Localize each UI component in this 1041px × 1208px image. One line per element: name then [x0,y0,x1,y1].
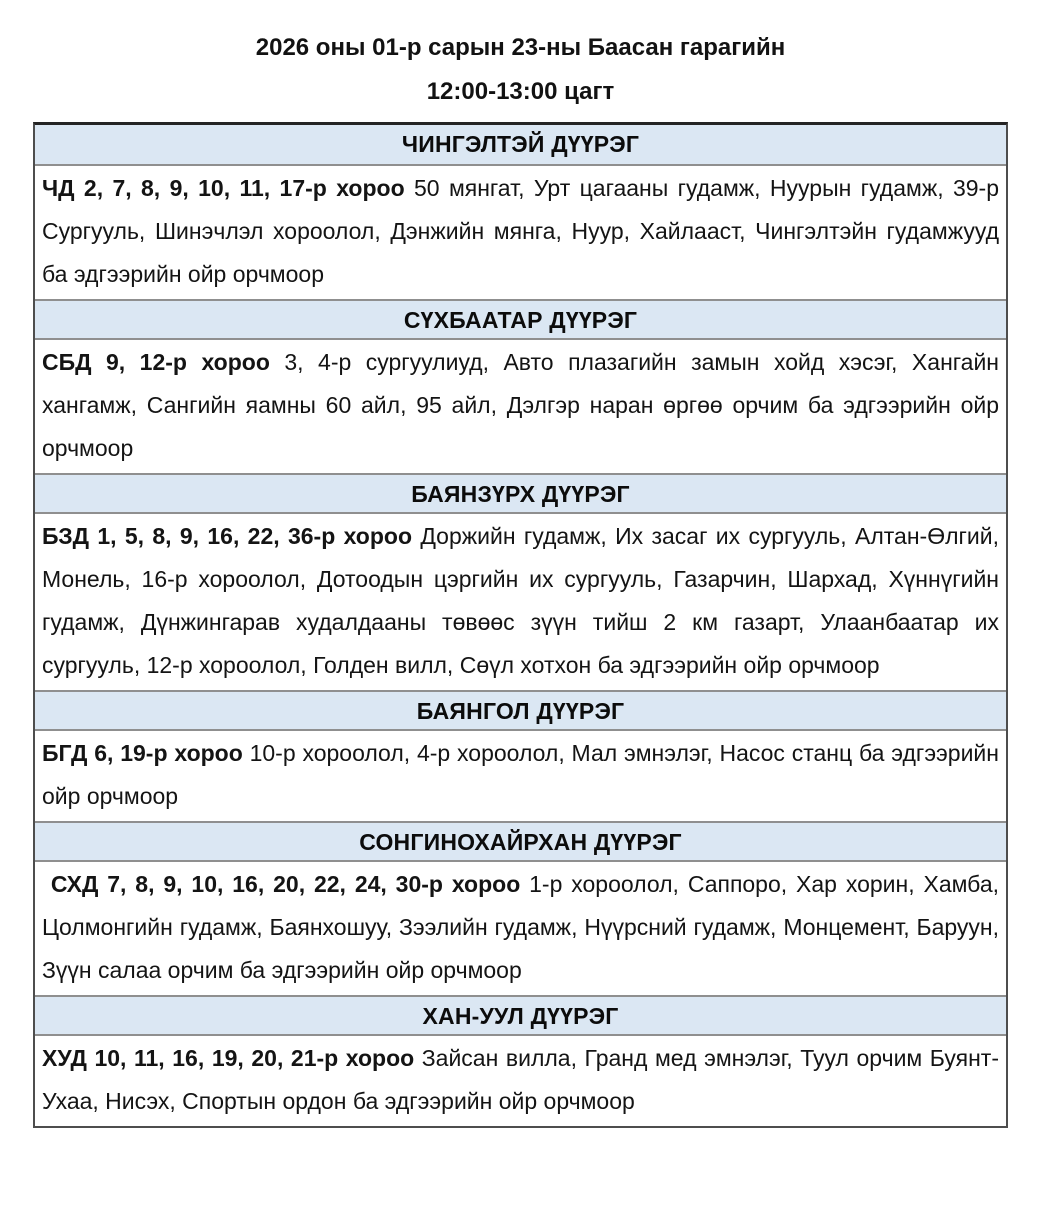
district-header: БАЯНГОЛ ДҮҮРЭГ [35,690,1006,731]
district-header: БАЯНЗҮРХ ДҮҮРЭГ [35,473,1006,514]
district-section [35,995,1006,1126]
district-section [35,125,1006,299]
title-time: 12:00-13:00 цагт [426,78,615,105]
area-list: 10-р хороолол, 4-р хороолол, Мал эмнэлэг, Насос станц ба эдгээрийн ойр орчмоор [42,740,999,809]
area-list: Доржийн гудамж, Их засаг их сургууль, Алтан-Өлгий, Монель, 16-р хороолол, Дотоодын цэргийн их сургууль, Газарчин, Шархад, Хүннүгийн гудамж, Дүнжингарав худалдааны төвөөс зүүн тийш 2 км газарт, Улаанбаатар их сургууль, 12-р хороолол, Голден вилл, Сөүл хотхон ба эдгээрийн ойр орчмоор [42,523,999,678]
khoroo-list: СХД 7, 8, 9, 10, 16, 20, 22, 24, 30-р хороо [42,871,521,897]
district-header: ХАН-УУЛ ДҮҮРЭГ [35,995,1006,1036]
area-list: 3, 4-р сургуулиуд, Авто плазагийн замын хойд хэсэг, Хангайн хангамж, Сангийн яамны 60 айл, 95 айл, Дэлгэр наран өргөө орчим ба эдгээрийн ойр орчмоор [42,349,999,461]
district-header: СҮХБААТАР ДҮҮРЭГ [35,299,1006,340]
khoroo-list: ЧД 2, 7, 8, 9, 10, 11, 17-р хороо [42,175,405,201]
district-body [35,862,1006,995]
district-header: СОНГИНОХАЙРХАН ДҮҮРЭГ [35,821,1006,862]
outage-table [33,122,1008,1128]
district-body [35,1036,1006,1126]
khoroo-list: БГД 6, 19-р хороо [42,740,243,766]
khoroo-list: СБД 9, 12-р хороо [42,349,270,375]
district-section [35,690,1006,821]
district-section [35,299,1006,473]
district-body [35,731,1006,821]
khoroo-list: ХУД 10, 11, 16, 19, 20, 21-р хороо [42,1045,415,1071]
title-date: 2026 оны 01-р сарын 23-ны Баасан гарагийн [255,34,786,61]
area-list: Зайсан вилла, Гранд мед эмнэлэг, Туул орчим Буянт-Ухаа, Нисэх, Спортын ордон ба эдгээрийн ойр орчмоор [42,1045,999,1114]
area-list: 50 мянгат, Урт цагааны гудамж, Нуурын гудамж, 39-р Сургууль, Шинэчлэл хороолол, Дэнжийн мянга, Нуур, Хайлааст, Чингэлтэйн гудамжууд ба эдгээрийн ойр орчмоор [42,175,1000,287]
district-body [35,166,1006,299]
district-section [35,473,1006,690]
district-body [35,340,1006,473]
khoroo-list: БЗД 1, 5, 8, 9, 16, 22, 36-р хороо [42,523,412,549]
document-title [33,34,1008,106]
area-list: 1-р хороолол, Саппоро, Хар хорин, Хамба, Цолмонгийн гудамж, Баянхошуу, Зээлийн гудамж, Нүүрсний гудамж, Монцемент, Баруун, Зүүн салаа орчим ба эдгээрийн ойр орчмоор [42,871,1000,983]
district-section [35,821,1006,995]
district-body [35,514,1006,690]
district-header: ЧИНГЭЛТЭЙ ДҮҮРЭГ [35,125,1006,166]
